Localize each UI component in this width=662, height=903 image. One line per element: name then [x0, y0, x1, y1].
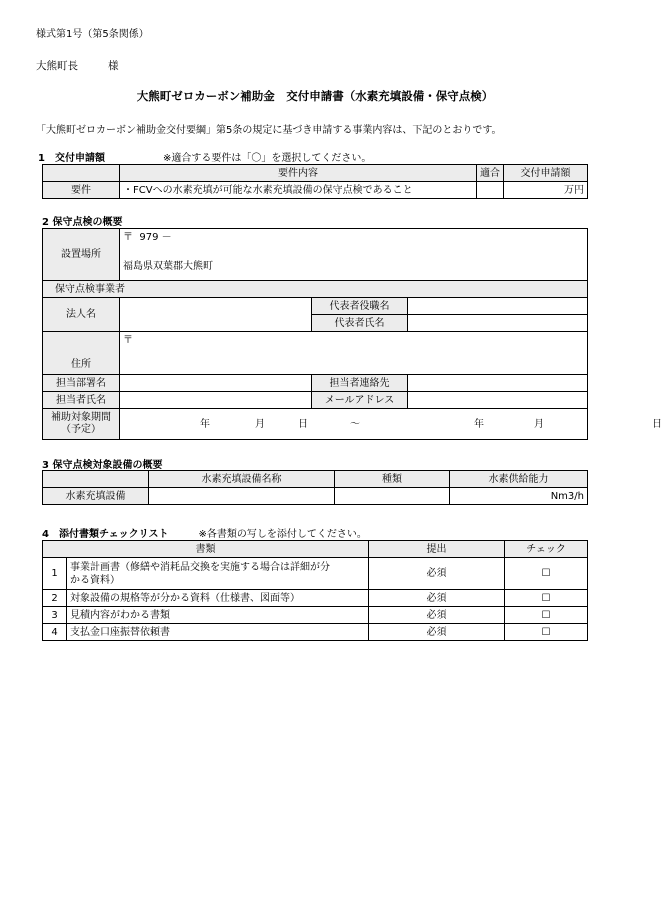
period-start-month: 月: [255, 419, 265, 430]
col-amount-header: 交付申請額: [504, 165, 588, 182]
section3-table: [42, 470, 588, 505]
corp-name-field[interactable]: [120, 298, 312, 332]
email-label: メールアドレス: [312, 392, 408, 409]
checklist-row: [43, 590, 588, 607]
person-field[interactable]: [120, 392, 312, 409]
period-start-day: 日: [298, 419, 308, 430]
equipment-row-label: 水素充填設備: [43, 488, 149, 505]
rep-name-label: 代表者氏名: [312, 315, 408, 332]
checklist-row-document: 見積内容がわかる書類: [67, 607, 369, 624]
period-label-line2: （予定）: [61, 424, 101, 435]
checklist-row-document: 対象設備の規格等が分かる資料（仕様書、図面等）: [67, 590, 369, 607]
location-field[interactable]: [120, 229, 588, 281]
checkbox-icon[interactable]: ☐: [505, 607, 588, 624]
col-submit-header: 提出: [369, 541, 505, 558]
checklist-row-submit: 必須: [369, 558, 505, 590]
rep-name-field[interactable]: [408, 315, 588, 332]
col-type-header: 種類: [335, 471, 450, 488]
period-end-year: 年: [474, 419, 484, 430]
checklist-row-submit: 必須: [369, 624, 505, 641]
period-field[interactable]: [120, 409, 662, 440]
applicable-select[interactable]: [477, 182, 504, 199]
period-label: [43, 409, 120, 440]
section3-corner-cell: [43, 471, 149, 488]
col-docs-header: 書類: [43, 541, 369, 558]
requirement-text: ・FCVへの水素充填が可能な水素充填設備の保守点検であること: [120, 182, 477, 199]
period-end-month: 月: [534, 419, 544, 430]
checklist-row-number: 1: [43, 558, 67, 590]
period-end-day: 日: [652, 419, 662, 430]
checklist-row-document: 支払金口座振替依頼書: [67, 624, 369, 641]
section2-table: [42, 228, 662, 440]
person-label: 担当者氏名: [43, 392, 120, 409]
postal-code: 979 －: [139, 232, 172, 243]
section1-note: ※適合する要件は「〇」を選択してください。: [162, 153, 372, 164]
section1-title: 1 交付申請額: [38, 153, 105, 164]
location-label: 設置場所: [43, 229, 120, 281]
rep-title-field[interactable]: [408, 298, 588, 315]
checklist-row-document: [67, 558, 369, 590]
intro-text: 「大熊町ゼロカーボン補助金交付要綱」第5条の規定に基づき申請する事業内容は、下記のとおりです。: [36, 125, 502, 136]
address-postal-mark-icon: 〒: [123, 335, 133, 346]
equipment-type-field[interactable]: [335, 488, 450, 505]
checklist-row: [43, 558, 588, 590]
section4-title: 4 添付書類チェックリスト: [42, 529, 169, 540]
checklist-row: [43, 607, 588, 624]
period-tilde: ～: [350, 419, 360, 430]
section4-heading: [42, 525, 367, 540]
section1-table: [42, 164, 588, 199]
section1-heading: [38, 149, 371, 164]
contact-field[interactable]: [408, 375, 588, 392]
checklist-table: [42, 540, 588, 641]
col-requirement-header: 要件内容: [120, 165, 477, 182]
location-address: 福島県双葉郡大熊町: [123, 261, 213, 272]
checkbox-icon[interactable]: ☐: [505, 624, 588, 641]
address-field[interactable]: [120, 332, 588, 375]
equipment-name-field[interactable]: [149, 488, 335, 505]
addressee: [36, 58, 119, 73]
location-postal-line: [123, 231, 584, 244]
checklist-row-number: 2: [43, 590, 67, 607]
addressee-honorific: 様: [108, 60, 119, 72]
amount-field[interactable]: 万円: [504, 182, 588, 199]
col-check-header: チェック: [505, 541, 588, 558]
checklist-row-number: 3: [43, 607, 67, 624]
section4-note: ※各書類の写しを添付してください。: [198, 529, 367, 540]
checklist-row-document-line1: 事業計画書（修繕や消耗品交換を実施する場合は詳細が分: [70, 561, 330, 573]
checklist-row-document-line2: かる資料）: [70, 574, 120, 586]
capacity-field[interactable]: Nm3/h: [450, 488, 588, 505]
form-number: 様式第1号（第5条関係）: [36, 29, 149, 40]
period-start-year: 年: [200, 419, 210, 430]
operator-header: 保守点検事業者: [43, 281, 588, 298]
section3-heading: 3 保守点検対象設備の概要: [42, 460, 163, 471]
dept-label: 担当部署名: [43, 375, 120, 392]
section1-corner-cell: [43, 165, 120, 182]
document-title: 大熊町ゼロカーボン補助金 交付申請書（水素充填設備・保守点検）: [136, 89, 494, 103]
addressee-name: 大熊町長: [36, 60, 78, 72]
col-capacity-header: 水素供給能力: [450, 471, 588, 488]
rep-title-label: 代表者役職名: [312, 298, 408, 315]
section2-heading: 2 保守点検の概要: [42, 217, 123, 228]
checkbox-icon[interactable]: ☐: [505, 558, 588, 590]
checklist-row-number: 4: [43, 624, 67, 641]
address-label: 住所: [43, 332, 120, 375]
requirement-row-label: 要件: [43, 182, 120, 199]
corp-name-label: 法人名: [43, 298, 120, 332]
checklist-row-submit: 必須: [369, 607, 505, 624]
contact-label: 担当者連絡先: [312, 375, 408, 392]
checklist-row-submit: 必須: [369, 590, 505, 607]
period-label-line1: 補助対象期間: [51, 412, 111, 423]
checklist-row: [43, 624, 588, 641]
email-field[interactable]: [408, 392, 588, 409]
dept-field[interactable]: [120, 375, 312, 392]
checkbox-icon[interactable]: ☐: [505, 590, 588, 607]
postal-mark-icon: 〒: [123, 232, 133, 243]
col-equipment-name-header: 水素充填設備名称: [149, 471, 335, 488]
col-applicable-header: 適合: [477, 165, 504, 182]
